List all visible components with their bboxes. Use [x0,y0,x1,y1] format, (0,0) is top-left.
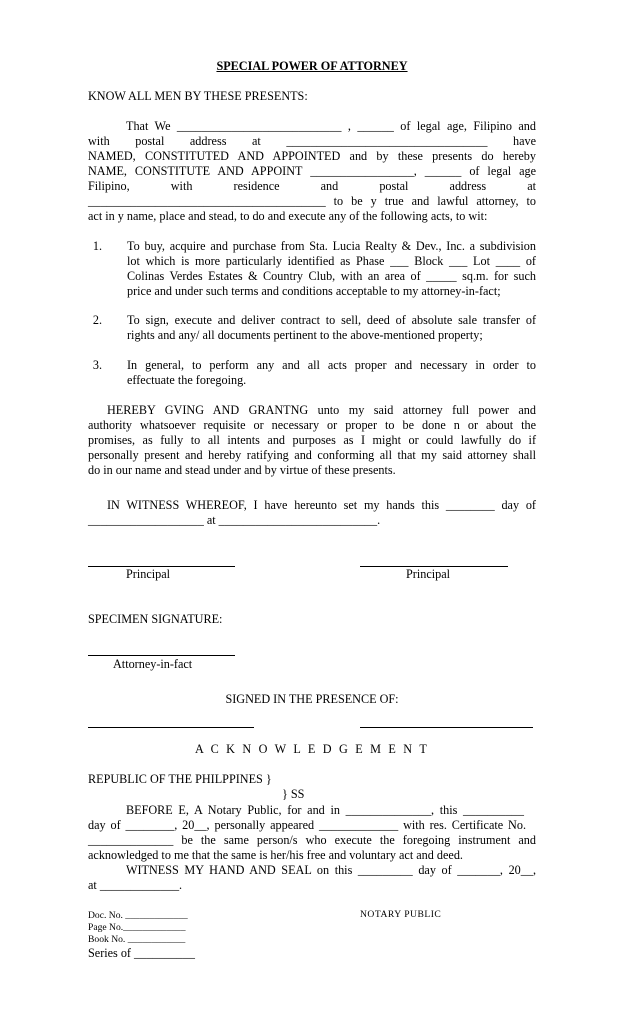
book-no: Book No. ____________ [88,934,186,945]
principal-right-label: Principal [406,567,451,581]
page-no: Page No._____________ [88,922,186,933]
document-title: SPECIAL POWER OF ATTORNEY [216,59,408,73]
act-2-line-2: rights and any/ all documents pertinent to the above-mentioned property; [127,328,483,342]
series-of: Series of __________ [88,946,195,960]
p2-line-3: promises, as fully to all intents and purposes as I might or could lawfully do if [88,433,536,447]
act-number: 2. [92,313,102,327]
p1-line-1: That We ___________________________ , ______ of legal age, Filipino and [126,119,536,133]
witness-line-2: ___________________ at __________________________. [88,513,381,527]
p1-line-2: with postal address at _________________________________ have [88,134,536,148]
act-number: 1. [92,239,102,253]
acknowledgement-title: A C K N O W L E D G E M E N T [195,742,429,756]
witness-hand-line-1: WITNESS MY HAND AND SEAL on this _________ day of _______, 20__, [126,863,536,877]
act-1-line-3: Colinas Verdes Estates & Country Club, with an area of _____ sq.m. for such [127,269,536,283]
p2-line-4: personally present and hereby ratifying and conforming all that my said attorney shall [88,448,536,462]
before-line-1: BEFORE E, A Notary Public, for and in ______________, this __________ [126,803,524,817]
act-3-line-1: In general, to perform any and all acts proper and necessary in order to [127,358,536,372]
act-1-line-1: To buy, acquire and purchase from Sta. Lucia Realty & Dev., Inc. a subdivision [127,239,536,253]
witness-right-signature-line [360,727,533,728]
p2-line-2: authority whatsoever requisite or necessary or proper to be done n or about the [88,418,536,432]
principal-left-label: Principal [126,567,171,581]
act-item-1 [88,239,536,299]
act-3-line-2: effectuate the foregoing. [127,373,247,387]
p1-line-4: NAME, CONSTITUTE AND APPOINT _________________, ______ of legal age [88,164,536,178]
act-1-line-2: lot which is more particularly identified as Phase ___ Block ___ Lot ____ of [127,254,536,268]
witness-line-1: IN WITNESS WHEREOF, I have hereunto set my hands this ________ day of [107,498,536,512]
act-item-2 [88,313,536,343]
p1-line-5: Filipino, with residence and postal address at [88,179,536,193]
p2-line-5: do in our name and stead under and by virtue of these presents. [88,463,396,477]
before-line-3: ______________ be the same person/s who execute the foregoing instrument and [88,833,536,847]
p1-line-7: act in y name, place and stead, to do and execute any of the following acts, to wit: [88,209,488,223]
act-item-3 [88,358,536,388]
before-line-2: day of ________, 20__, personally appeared _____________ with res. Certificate No. [88,818,526,832]
act-1-line-4: price and under such terms and conditions acceptable to my attorney-in-fact; [127,284,501,298]
notary-public-label: NOTARY PUBLIC [360,909,442,920]
signed-presence-label: SIGNED IN THE PRESENCE OF: [225,692,399,706]
p1-line-6: _______________________________________ to be y true and lawful attorney, to [88,194,536,208]
act-2-line-1: To sign, execute and deliver contract to sell, deed of absolute sale transfer of [127,313,536,327]
before-line-4: acknowledged to me that the same is her/his free and voluntary act and deed. [88,848,463,862]
specimen-signature-label: SPECIMEN SIGNATURE: [88,612,223,626]
republic-line: REPUBLIC OF THE PHILPPINES } [88,772,272,786]
ss-line: } SS [282,787,305,801]
act-number: 3. [92,358,102,372]
attorney-signature-line [88,655,235,656]
p1-line-3: NAMED, CONSTITUTED AND APPOINTED and by these presents do hereby [88,149,536,163]
attorney-in-fact-label: Attorney-in-fact [113,657,193,671]
intro-line: KNOW ALL MEN BY THESE PRESENTS: [88,89,308,103]
witness-left-signature-line [88,727,254,728]
doc-no: Doc. No. _____________ [88,910,188,921]
witness-hand-line-2: at _____________. [88,878,183,892]
p2-line-1: HEREBY GVING AND GRANTNG unto my said attorney full power and [107,403,536,417]
